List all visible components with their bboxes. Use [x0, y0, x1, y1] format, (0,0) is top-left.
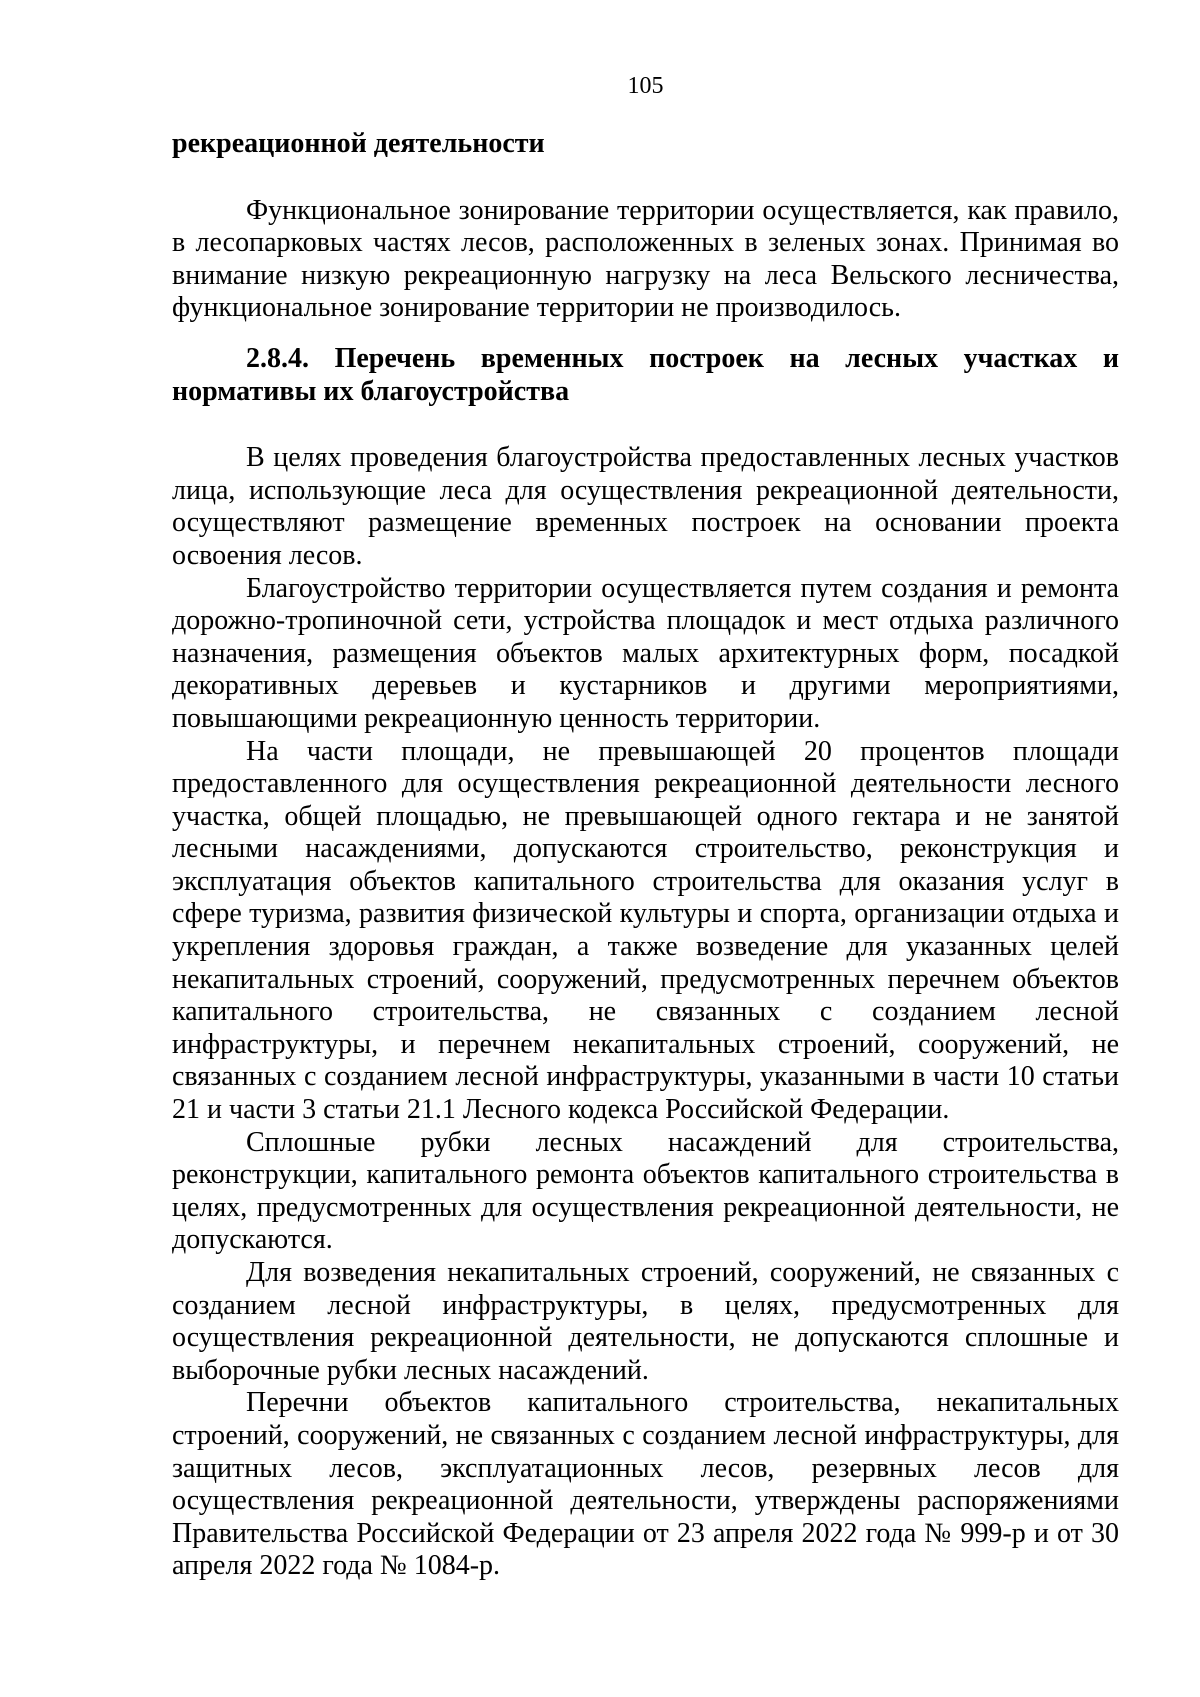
section-heading: 2.8.4. Перечень временных построек на лесных участках и нормативы их благоустройства — [172, 342, 1119, 407]
intro-paragraph: Функциональное зонирование территории осуществляется, как правило, в лесопарковых частях лесов, расположенных в зеленых зонах. Принимая во внимание низкую рекреационную нагрузку на леса Вельского лесничества, функциональное зонирование территории не производилось. — [172, 194, 1119, 324]
paragraph-6: Перечни объектов капитального строительства, некапитальных строений, сооружений, не связанных с созданием лесной инфраструктуры, для защитных лесов, эксплуатационных лесов, резервных лесов для осуществления рекреационной деятельности, утверждены распоряжениями Правительства Российской Федерации от 23 апреля 2022 года № 999-р и от 30 апреля 2022 года № 1084-р. — [172, 1387, 1119, 1582]
page-number: 105 — [627, 73, 664, 99]
heading-continuation: рекреационной деятельности — [172, 128, 545, 159]
paragraph-3: На части площади, не превышающей 20 процентов площади предоставленного для осуществления рекреационной деятельности лесного участка, общей площадью, не превышающей одного гектара и не занятой лесными насаждениями, допускаются строительство, реконструкция и эксплуатация объектов капитального строительства для оказания услуг в сфере туризма, развития физической культуры и спорта, организации отдыха и укрепления здоровья граждан, а также возведение для указанных целей некапитальных строений, сооружений, предусмотренных перечнем объектов капитального строительства, не связанных с созданием лесной инфраструктуры, и перечнем некапитальных строений, сооружений, не связанных с созданием лесной инфраструктуры, указанными в части 10 статьи 21 и части 3 статьи 21.1 Лесного кодекса Российской Федерации. — [172, 735, 1119, 1126]
paragraph-2: Благоустройство территории осуществляется путем создания и ремонта дорожно-тропиночной сети, устройства площадок и мест отдыха различного назначения, размещения объектов малых архитектурных форм, посадкой декоративных деревьев и кустарников и другими мероприятиями, повышающими рекреационную ценность территории. — [172, 572, 1119, 734]
paragraph-4: Сплошные рубки лесных насаждений для строительства, реконструкции, капитального ремонта объектов капитального строительства в целях, предусмотренных для осуществления рекреационной деятельности, не допускаются. — [172, 1126, 1119, 1256]
paragraph-5: Для возведения некапитальных строений, сооружений, не связанных с созданием лесной инфраструктуры, в целях, предусмотренных для осуществления рекреационной деятельности, не допускаются сплошные и выборочные рубки лесных насаждений. — [172, 1257, 1119, 1386]
document-body — [172, 128, 1119, 1583]
paragraph-1: В целях проведения благоустройства предоставленных лесных участков лица, использующие леса для осуществления рекреационной деятельности, осуществляют размещение временных построек на основании проекта освоения лесов. — [172, 442, 1119, 571]
